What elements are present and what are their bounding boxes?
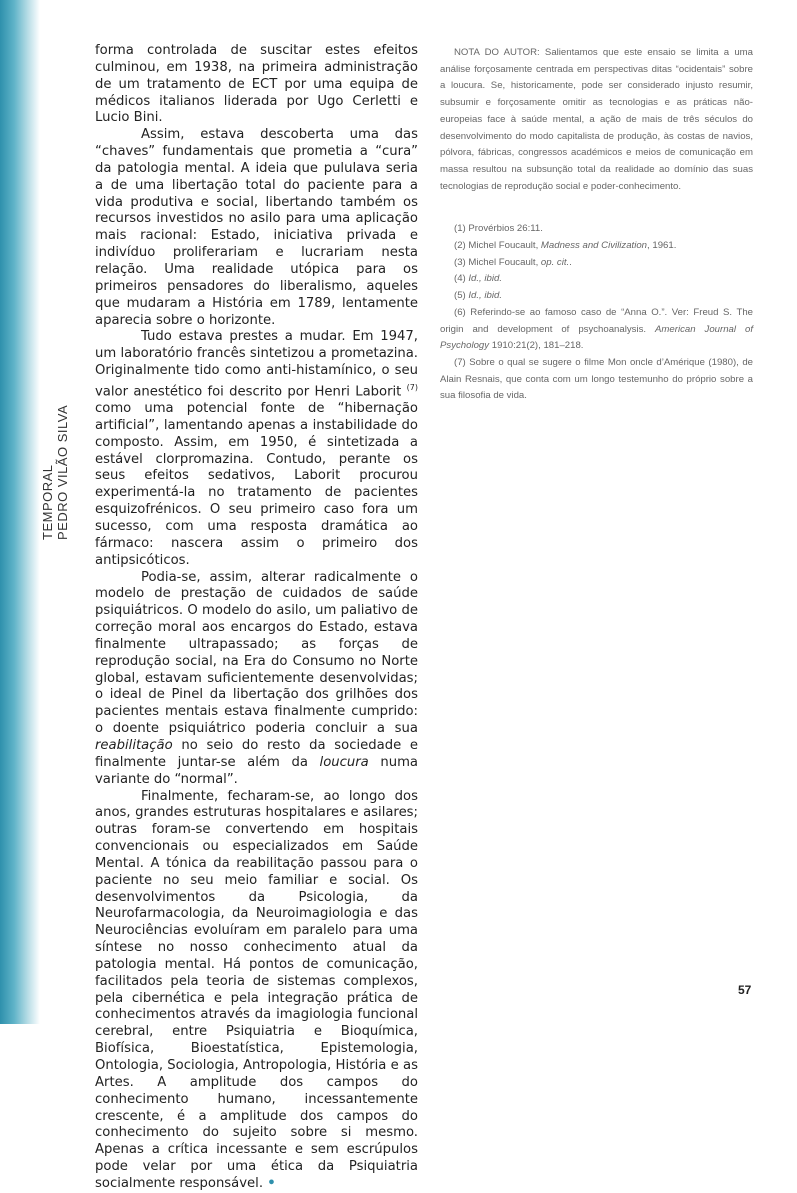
paragraph-text: no seio do resto da sociedade e finalmente juntar-se além da	[95, 737, 418, 770]
emphasis: reabilitação	[95, 737, 173, 753]
footnote	[440, 255, 753, 272]
paragraph	[95, 789, 418, 1193]
footnote-text: (3) Michel Foucault,	[454, 256, 541, 268]
footnote	[440, 271, 753, 288]
author-note: NOTA DO AUTOR: Salientamos que este ensaio se limita a uma análise forçosamente centrada em perspectivas ditas “ocidentais” sobre a loucura. Se, historicamente, pode ser considerado injusto resumir, subsumir e forçosamente omitir as tecnologias e as práticas não-europeias face à saúde mental, a ação de mais de três séculos do desenvolvimento do modo capitalista de produção, às costas de navios, pólvora, fábricas, congressos académicos e meios de comunicação em massa resultou na subsunção total da realidade ao domínio das suas tecnologias de reprodução social e poder-conhecimento.	[440, 47, 753, 192]
footnote-title: Id., ibid.	[468, 273, 502, 285]
main-column	[95, 43, 418, 1193]
footnote-text: , 1961.	[647, 240, 677, 252]
paragraph	[95, 570, 418, 789]
section-title: TEMPORAL	[40, 464, 55, 540]
paragraph-text: Podia-se, assim, alterar radicalmente o modelo de prestação de cuidados de saúde psiquiátricos. O modelo do asilo, um paliativo de correção moral aos encargos do Estado, estava finalmente ultrapassado; as forças de reprodução social, na Era do Consumo no Norte global, estavam suficientemente desenvolvidas; o ideal de Pinel da libertação dos grilhões dos pacientes mentais estava finalmente cumprido: o doente psiquiátrico poderia concluir a sua	[95, 569, 418, 737]
footnote	[440, 238, 753, 255]
footnote-text: .	[569, 256, 572, 268]
footnote-title: Id., ibid.	[468, 290, 502, 302]
footnote-text: (2) Michel Foucault,	[454, 240, 541, 252]
end-mark-icon: •	[267, 1175, 276, 1191]
footnote	[440, 288, 753, 305]
footnote: (1) Provérbios 26:11.	[454, 223, 543, 235]
page-number: 57	[738, 983, 752, 997]
decorative-edge-band	[0, 0, 40, 1024]
footnote: (7) Sobre o qual se sugere o filme Mon oncle d’Amérique (1980), de Alain Resnais, que conta com um longo testemunho do próprio sobre a sua filosofia de vida.	[440, 356, 753, 402]
paragraph-text: como uma potencial fonte de “hibernação artificial”, lamentando apenas a instabilidade do composto. Assim, em 1950, é sintetizada a estável clorpromazina. Contudo, perante os seus efeitos sedativos, Laborit procurou experimentá-la no tratamento de pacientes esquizofrénicos. O seu primeiro caso fora um sucesso, com uma resposta dramática ao fármaco: nascera assim o primeiro dos antipsicóticos.	[95, 401, 418, 568]
paragraph-text: numa variante do “normal”.	[95, 754, 418, 787]
footnote-title: Madness and Civilization	[540, 240, 648, 252]
running-header	[40, 400, 70, 540]
footnote	[440, 305, 753, 355]
paragraph-text: Tudo estava prestes a mudar. Em 1947, um laboratório francês sintetizou a prometazina. Originalmente tido como anti-histamínico, o seu valor anestético foi descrito por Henri Laborit	[95, 329, 418, 400]
emphasis: loucura	[319, 754, 369, 770]
footnote-ref: (7)	[406, 382, 418, 392]
author-name: PEDRO VILÃO SILVA	[55, 404, 70, 540]
paragraph: Assim, estava descoberta uma das “chaves” fundamentais que prometia a “cura” da patologia mental. A ideia que pululava seria a de uma libertação total do paciente para a vida produtiva e social, libertando também os recursos investidos no asilo para uma aplicação mais racional: Estado, iniciativa privada e indivíduo proliferariam e lucrariam nesta relação. Uma realidade utópica para os primeiros pensadores do liberalismo, aqueles que mudaram a História em 1789, lentamente aparecia sobre o horizonte.	[95, 127, 418, 328]
footnote-title: op. cit.	[540, 256, 570, 268]
footnote-text: (4)	[454, 273, 469, 285]
footnotes	[440, 221, 753, 405]
paragraph-text: Finalmente, fecharam-se, ao longo dos anos, grandes estruturas hospitalares e asilares; outras foram-se convertendo em hospitais convencionais ou especializados em Saúde Mental. A tónica da reabilitação passou para o paciente no seu meio familiar e social. Os desenvolvimentos da Psicologia, da Neurofarmacologia, da Neuroimagiologia e das Neurociências evoluíram em paralelo para uma síntese no nosso conhecimento atual da patologia mental. Há pontos de comunicação, facilitados pela teoria de sistemas complexos, pela cibernética e pela integração prática de conhecimentos através da imagiologia funcional cerebral, entre Psiquiatria e Bioquímica, Biofísica, Bioestatística, Epistemologia, Ontologia, Sociologia, Antropologia, História e as Artes. A amplitude dos campos do conhecimento humano, incessantemente crescente, é a amplitude dos campos do conhecimento do sujeito sobre si mesmo. Apenas a crítica incessante e sem escrúpulos pode velar por uma ética da Psiquiatria socialmente responsável.	[95, 788, 418, 1191]
footnote-text: 1910:21(2), 181–218.	[489, 340, 584, 352]
footnote-text: (5)	[454, 290, 469, 302]
paragraph: forma controlada de suscitar estes efeitos culminou, em 1938, na primeira administração de um tratamento de ECT por uma equipa de médicos italianos liderada por Ugo Cerletti e Lucio Bini.	[95, 43, 418, 126]
paragraph	[95, 329, 418, 569]
notes-column	[440, 45, 753, 405]
footnote-text: (6) Referindo-se ao famoso caso de “Anna O.”. Ver: Freud S. The origin and development of psychoanalysis.	[440, 306, 753, 335]
footnote-title: American Journal of Psychology	[440, 323, 753, 352]
